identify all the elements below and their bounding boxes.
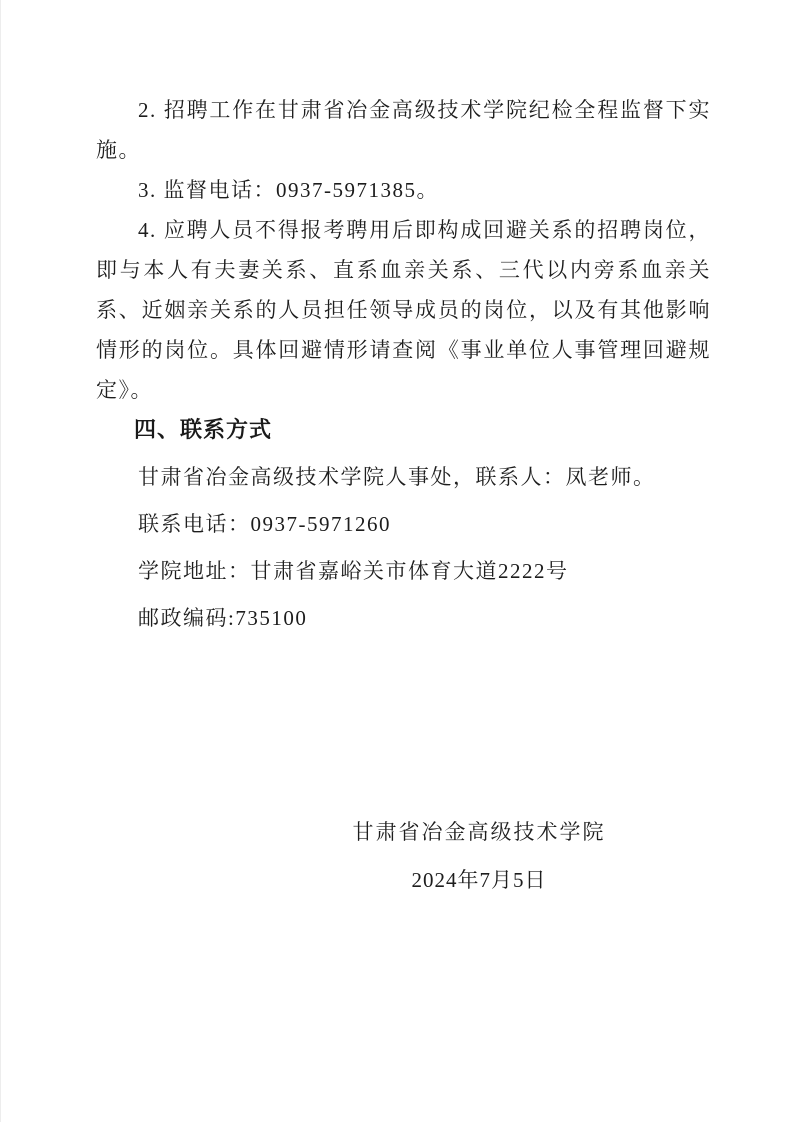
document-body [96, 90, 711, 638]
section-heading-contact: 四、联系方式 [134, 417, 273, 442]
signature-organization: 甘肃省冶金高级技术学院 [352, 820, 606, 844]
signature-block [319, 812, 639, 900]
body-paragraph-supervision-phone: 3. 监督电话：0937-5971385。 [138, 178, 439, 202]
contact-line-phone: 联系电话：0937-5971260 [138, 512, 391, 536]
contact-line-address: 学院地址：甘肃省嘉峪关市体育大道2222号 [138, 559, 569, 583]
body-paragraph-supervision: 2. 招聘工作在甘肃省冶金高级技术学院纪检全程监督下实施。 [96, 98, 711, 162]
signature-date: 2024年7月5日 [411, 868, 547, 892]
body-paragraph-avoidance-rule: 4. 应聘人员不得报考聘用后即构成回避关系的招聘岗位，即与本人有夫妻关系、直系血亲关系、三代以内旁系血亲关系、近姻亲关系的人员担任领导成员的岗位，以及有其他影响情形的岗位。具体回避情形请查阅《事业单位人事管理回避规定》。 [96, 218, 711, 402]
contact-line-postal-code: 邮政编码:735100 [138, 606, 308, 630]
contact-line-department: 甘肃省冶金高级技术学院人事处，联系人：凤老师。 [138, 465, 656, 489]
